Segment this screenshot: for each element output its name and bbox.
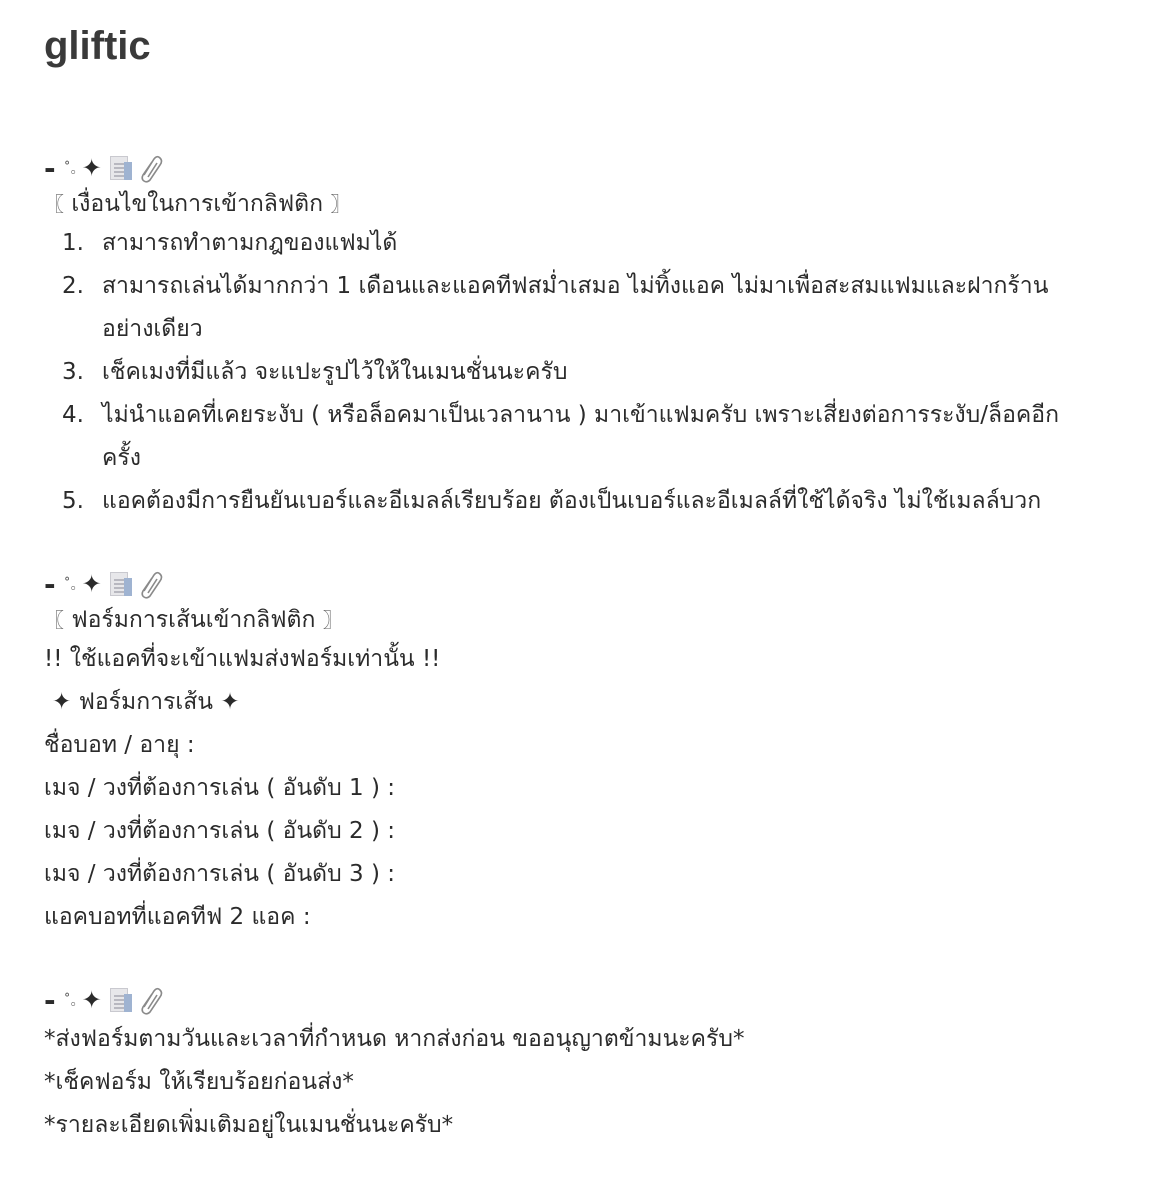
list-number: 2.: [62, 273, 84, 299]
heading-text: ฟอร์มการเส้นเข้ากลิฟติก: [71, 607, 316, 633]
form-field: เมจ / วงที่ต้องการเล่น ( อันดับ 2 ) :: [44, 818, 395, 844]
list-item: [44, 222, 1133, 265]
deco-dash: -: [44, 983, 56, 1017]
section-notes: [44, 982, 1133, 1147]
document-icon: [108, 986, 134, 1014]
section-decoration: [44, 566, 1133, 602]
list-number: 1.: [62, 230, 84, 256]
bracket-close: 〗: [322, 608, 343, 632]
list-item: [44, 351, 1133, 394]
list-item: [44, 394, 1133, 480]
bracket-close: 〗: [330, 192, 351, 216]
paperclip-icon: [138, 153, 166, 183]
section-conditions: [44, 150, 1133, 523]
sparkle-icon: ✦: [81, 986, 102, 1014]
list-number: 4.: [62, 402, 84, 428]
section-heading: [44, 186, 1133, 222]
form-field: ชื่อบอท / อายุ :: [44, 732, 195, 758]
document-icon: [108, 570, 134, 598]
sparkle-icon: ✦: [81, 570, 102, 598]
rules-list: [44, 222, 1133, 523]
list-text: เช็คเมงที่มีแล้ว จะแปะรูปไว้ให้ในเมนชั่นนะครับ: [102, 359, 568, 385]
section-decoration: [44, 150, 1133, 186]
note-line: *รายละเอียดเพิ่มเติมอยู่ในเมนชั่นนะครับ*: [44, 1112, 454, 1138]
sparkle-icon: ✦: [81, 154, 102, 182]
list-item: [44, 480, 1133, 523]
form-field: เมจ / วงที่ต้องการเล่น ( อันดับ 3 ) :: [44, 861, 395, 887]
list-number: 5.: [62, 488, 84, 514]
paperclip-icon: [138, 985, 166, 1015]
deco-dash: -: [44, 151, 56, 185]
paperclip-icon: [138, 569, 166, 599]
form-warning: !! ใช้แอคที่จะเข้าแฟมส่งฟอร์มเท่านั้น !!: [44, 646, 441, 672]
deco-tiny-circle: ˚｡: [63, 161, 78, 177]
document-icon: [108, 154, 134, 182]
note-line: *เช็คฟอร์ม ให้เรียบร้อยก่อนส่ง*: [44, 1069, 354, 1095]
section-heading: [44, 602, 1133, 638]
form-field: เมจ / วงที่ต้องการเล่น ( อันดับ 1 ) :: [44, 775, 395, 801]
list-text: สามารถเล่นได้มากกว่า 1 เดือนและแอคทีฟสม่ำเสมอ ไม่ทิ้งแอค ไม่มาเพื่อสะสมแฟมและฝากร้านอย่างเดียว: [102, 273, 1049, 342]
bracket-open: 〖: [44, 192, 64, 216]
deco-dash: -: [44, 567, 56, 601]
note-line: *ส่งฟอร์มตามวันและเวลาที่กำหนด หากส่งก่อน ขออนุญาตข้ามนะครับ*: [44, 1026, 745, 1052]
form-title: ✦ ฟอร์มการเส้น ✦: [52, 689, 240, 715]
section-decoration: [44, 982, 1133, 1018]
bracket-open: 〖: [44, 608, 64, 632]
heading-text: เงื่อนไขในการเข้ากลิฟติก: [71, 191, 324, 217]
list-text: ไม่นำแอคที่เคยระงับ ( หรือล็อคมาเป็นเวลานาน ) มาเข้าแฟมครับ เพราะเสี่ยงต่อการระงับ/ล็อคอีกครั้ง: [102, 402, 1060, 471]
list-text: แอคต้องมีการยืนยันเบอร์และอีเมลล์เรียบร้อย ต้องเป็นเบอร์และอีเมลล์ที่ใช้ได้จริง ไม่ใช้เมลล์บวก: [102, 488, 1042, 514]
section-form: [44, 566, 1133, 939]
list-number: 3.: [62, 359, 84, 385]
form-field: แอคบอทที่แอคทีฟ 2 แอค :: [44, 904, 311, 930]
list-item: [44, 265, 1133, 351]
list-text: สามารถทำตามกฎของแฟมได้: [102, 230, 398, 256]
deco-tiny-circle: ˚｡: [63, 577, 78, 593]
page-title: gliftic: [44, 24, 151, 68]
deco-tiny-circle: ˚｡: [63, 993, 78, 1009]
